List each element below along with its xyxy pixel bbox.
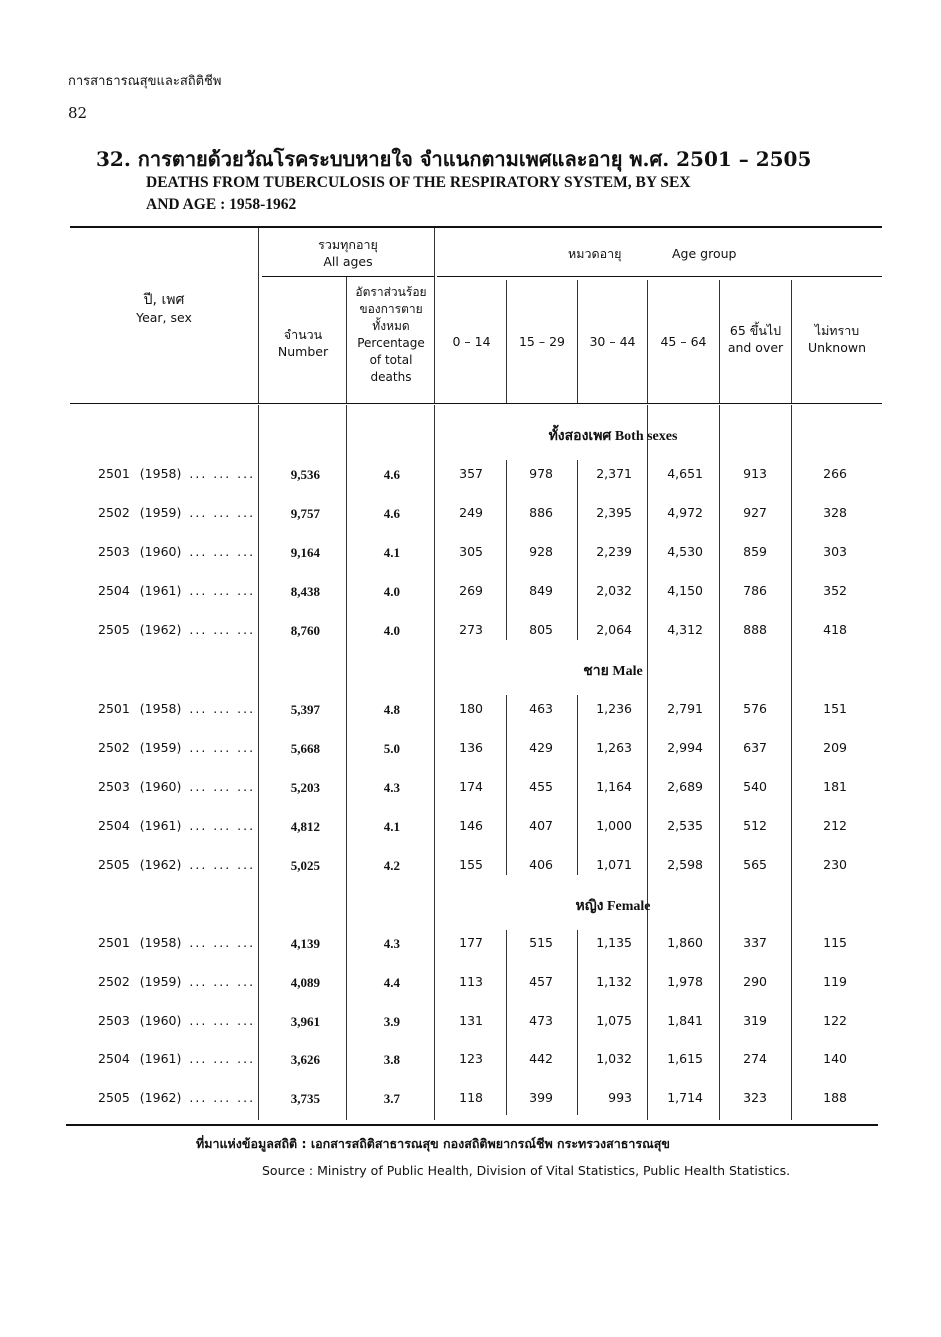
cell-a30-44: 1,263 [596, 740, 632, 755]
cell-a0-14: 249 [459, 505, 483, 520]
cell-a45-64: 2,535 [667, 818, 703, 833]
cell-number: 8,760 [290, 623, 320, 638]
section-label: ทั้งสองเพศ Both sexes [548, 429, 678, 444]
year-be: 2504 [98, 583, 130, 598]
cell-a45-64: 4,972 [667, 505, 703, 520]
age-65-header [720, 322, 791, 356]
cell-number: 5,025 [290, 858, 320, 873]
table-bottom-rule [66, 1124, 878, 1126]
leader-dots: ... ... ... [189, 1090, 256, 1105]
cell-a45-64: 4,530 [667, 544, 703, 559]
cell-a65: 512 [743, 818, 767, 833]
cell-pct: 3.8 [383, 1052, 400, 1067]
cell-unknown: 188 [823, 1090, 847, 1105]
cell-a45-64: 4,651 [667, 466, 703, 481]
cell-a65: 859 [743, 544, 767, 559]
running-header: การสาธารณสุขและสถิติชีพ [68, 74, 222, 89]
year-be: 2505 [98, 1090, 130, 1105]
cell-number: 4,139 [290, 936, 320, 951]
cell-number: 3,961 [290, 1014, 320, 1029]
cell-a0-14: 177 [459, 935, 483, 950]
year-be: 2504 [98, 1051, 130, 1066]
pct-th2: ของการตาย [359, 302, 423, 316]
header-divider [434, 228, 435, 403]
year-be: 2501 [98, 466, 130, 481]
cell-a30-44: 1,075 [596, 1013, 632, 1028]
cell-a15-29: 473 [529, 1013, 553, 1028]
cell-unknown: 209 [823, 740, 847, 755]
cell-a65: 786 [743, 583, 767, 598]
age-0-14-header: 0 – 14 [452, 334, 491, 349]
cell-a15-29: 442 [529, 1051, 553, 1066]
unknown-th: ไม่ทราบ [814, 323, 860, 338]
year-be: 2504 [98, 818, 130, 833]
cell-number: 9,164 [290, 545, 320, 560]
cell-a45-64: 1,841 [667, 1013, 703, 1028]
cell-number: 3,735 [290, 1091, 320, 1106]
year-be: 2505 [98, 622, 130, 637]
cell-unknown: 328 [823, 505, 847, 520]
age-65-en: and over [727, 340, 784, 355]
cell-a45-64: 1,714 [667, 1090, 703, 1105]
leader-dots: ... ... ... [189, 1051, 256, 1066]
cell-pct: 4.0 [383, 623, 400, 638]
cell-pct: 4.4 [383, 975, 400, 990]
cell-a0-14: 123 [459, 1051, 483, 1066]
cell-pct: 4.0 [383, 584, 400, 599]
year-ce: (1962) [139, 1090, 182, 1105]
column-divider [577, 460, 578, 640]
year-ce: (1960) [139, 779, 182, 794]
pct-en1: Percentage [357, 336, 425, 350]
year-label [98, 701, 255, 716]
cell-a45-64: 1,860 [667, 935, 703, 950]
cell-a65: 576 [743, 701, 767, 716]
cell-pct: 3.7 [383, 1091, 400, 1106]
cell-a45-64: 2,791 [667, 701, 703, 716]
number-header [262, 326, 344, 360]
cell-unknown: 212 [823, 818, 847, 833]
percentage-header [348, 284, 434, 386]
cell-a65: 913 [743, 466, 767, 481]
cell-a45-64: 1,615 [667, 1051, 703, 1066]
column-divider [506, 460, 507, 640]
column-divider [647, 405, 648, 1120]
cell-number: 5,203 [290, 780, 320, 795]
cell-number: 5,668 [290, 741, 320, 756]
year-be: 2501 [98, 935, 130, 950]
year-sex-header [70, 292, 258, 326]
cell-unknown: 418 [823, 622, 847, 637]
cell-a30-44: 1,132 [596, 974, 632, 989]
cell-unknown: 266 [823, 466, 847, 481]
all-ages-th: รวมทุกอายุ [318, 237, 378, 252]
year-be: 2505 [98, 857, 130, 872]
year-be: 2503 [98, 779, 130, 794]
cell-unknown: 352 [823, 583, 847, 598]
cell-a30-44: 1,000 [596, 818, 632, 833]
cell-pct: 4.1 [383, 545, 400, 560]
cell-number: 4,812 [290, 819, 320, 834]
pct-en3: deaths [370, 370, 412, 384]
column-divider [719, 405, 720, 1120]
title-english-line1: DEATHS FROM TUBERCULOSIS OF THE RESPIRATORY SYSTEM, BY SEX [146, 174, 691, 191]
age-30-44-header: 30 – 44 [589, 334, 636, 349]
cell-a15-29: 429 [529, 740, 553, 755]
age-45-64-header: 45 – 64 [660, 334, 707, 349]
leader-dots: ... ... ... [189, 740, 256, 755]
year-ce: (1962) [139, 857, 182, 872]
leader-dots: ... ... ... [189, 622, 256, 637]
leader-dots: ... ... ... [189, 466, 256, 481]
year-ce: (1960) [139, 544, 182, 559]
leader-dots: ... ... ... [189, 701, 256, 716]
cell-a30-44: 2,032 [596, 583, 632, 598]
section-label: หญิง Female [575, 899, 651, 914]
year-label [98, 466, 255, 481]
pct-th1: อัตราส่วนร้อย [355, 285, 427, 299]
cell-a30-44: 1,135 [596, 935, 632, 950]
cell-a15-29: 406 [529, 857, 553, 872]
pct-en2: of total [369, 353, 413, 367]
cell-a0-14: 131 [459, 1013, 483, 1028]
cell-a30-44: 2,239 [596, 544, 632, 559]
all-ages-subrule [262, 276, 434, 277]
year-label [98, 935, 255, 950]
cell-unknown: 181 [823, 779, 847, 794]
age-group-subrule [437, 276, 882, 277]
year-be: 2503 [98, 1013, 130, 1028]
table-top-rule [70, 226, 882, 228]
column-divider [346, 405, 347, 1120]
leader-dots: ... ... ... [189, 857, 256, 872]
header-divider [346, 277, 347, 403]
year-ce: (1958) [139, 701, 182, 716]
leader-dots: ... ... ... [189, 779, 256, 794]
year-label [98, 583, 255, 598]
year-ce: (1959) [139, 974, 182, 989]
cell-number: 9,536 [290, 467, 320, 482]
year-be: 2501 [98, 701, 130, 716]
cell-pct: 4.3 [383, 936, 400, 951]
column-divider [577, 930, 578, 1115]
cell-number: 8,438 [290, 584, 320, 599]
header-bottom-rule [70, 403, 882, 404]
header-divider [258, 228, 259, 403]
year-be: 2502 [98, 505, 130, 520]
cell-a15-29: 399 [529, 1090, 553, 1105]
cell-a65: 337 [743, 935, 767, 950]
year-label [98, 1051, 255, 1066]
cell-a15-29: 455 [529, 779, 553, 794]
cell-a15-29: 515 [529, 935, 553, 950]
cell-a30-44: 2,395 [596, 505, 632, 520]
year-label [98, 1013, 255, 1028]
cell-a65: 274 [743, 1051, 767, 1066]
year-label [98, 740, 255, 755]
cell-unknown: 122 [823, 1013, 847, 1028]
cell-unknown: 140 [823, 1051, 847, 1066]
cell-pct: 4.2 [383, 858, 400, 873]
cell-number: 9,757 [290, 506, 320, 521]
cell-a45-64: 2,994 [667, 740, 703, 755]
cell-pct: 4.8 [383, 702, 400, 717]
cell-a65: 927 [743, 505, 767, 520]
cell-number: 5,397 [290, 702, 320, 717]
leader-dots: ... ... ... [189, 818, 256, 833]
cell-unknown: 303 [823, 544, 847, 559]
year-ce: (1961) [139, 1051, 182, 1066]
cell-a15-29: 457 [529, 974, 553, 989]
year-sex-en: Year, sex [136, 310, 192, 325]
number-th: จำนวน [283, 327, 323, 342]
year-label [98, 857, 255, 872]
column-divider [506, 930, 507, 1115]
year-label [98, 622, 255, 637]
cell-a65: 565 [743, 857, 767, 872]
cell-number: 3,626 [290, 1052, 320, 1067]
source-thai: ที่มาแห่งข้อมูลสถิติ : เอกสารสถิติสาธารณสุข กองสถิติพยากรณ์ชีพ กระทรวงสาธารณสุข [196, 1136, 670, 1151]
cell-unknown: 115 [823, 935, 847, 950]
table-title-thai: 32. การตายด้วยวัณโรคระบบหายใจ จำแนกตามเพศและอายุ พ.ศ. 2501 – 2505 [96, 147, 812, 171]
leader-dots: ... ... ... [189, 544, 256, 559]
year-label [98, 779, 255, 794]
cell-a45-64: 2,689 [667, 779, 703, 794]
cell-a0-14: 273 [459, 622, 483, 637]
leader-dots: ... ... ... [189, 505, 256, 520]
cell-a0-14: 136 [459, 740, 483, 755]
age-group-th: หมวดอายุ [568, 246, 622, 261]
cell-a30-44: 1,164 [596, 779, 632, 794]
source-english: Source : Ministry of Public Health, Division of Vital Statistics, Public Health Statistics. [262, 1163, 791, 1178]
cell-a30-44: 1,071 [596, 857, 632, 872]
cell-a65: 637 [743, 740, 767, 755]
cell-a65: 290 [743, 974, 767, 989]
cell-a15-29: 407 [529, 818, 553, 833]
cell-pct: 3.9 [383, 1014, 400, 1029]
cell-a65: 540 [743, 779, 767, 794]
year-ce: (1961) [139, 818, 182, 833]
cell-a45-64: 4,150 [667, 583, 703, 598]
cell-unknown: 151 [823, 701, 847, 716]
all-ages-header [262, 236, 434, 270]
cell-a30-44: 1,236 [596, 701, 632, 716]
cell-unknown: 119 [823, 974, 847, 989]
year-be: 2502 [98, 974, 130, 989]
unknown-header [792, 322, 882, 356]
number-en: Number [277, 344, 329, 359]
column-divider [577, 695, 578, 875]
year-label [98, 974, 255, 989]
column-divider [434, 405, 435, 1120]
age-15-29-header: 15 – 29 [518, 334, 565, 349]
age-65-th: 65 ขึ้นไป [729, 323, 782, 338]
cell-pct: 5.0 [383, 741, 400, 756]
cell-a0-14: 269 [459, 583, 483, 598]
year-ce: (1959) [139, 740, 182, 755]
cell-a45-64: 2,598 [667, 857, 703, 872]
column-divider [791, 405, 792, 1120]
year-ce: (1958) [139, 935, 182, 950]
year-ce: (1962) [139, 622, 182, 637]
cell-number: 4,089 [290, 975, 320, 990]
cell-a65: 888 [743, 622, 767, 637]
pct-th3: ทั้งหมด [372, 319, 410, 333]
leader-dots: ... ... ... [189, 935, 256, 950]
year-be: 2502 [98, 740, 130, 755]
cell-a0-14: 305 [459, 544, 483, 559]
cell-a15-29: 886 [529, 505, 553, 520]
cell-a15-29: 928 [529, 544, 553, 559]
year-sex-th: ปี, เพศ [143, 292, 185, 308]
cell-a15-29: 849 [529, 583, 553, 598]
cell-a0-14: 113 [459, 974, 483, 989]
unknown-en: Unknown [807, 340, 867, 355]
cell-a45-64: 4,312 [667, 622, 703, 637]
leader-dots: ... ... ... [189, 583, 256, 598]
year-label [98, 505, 255, 520]
table-title-english [146, 172, 826, 216]
page-number: 82 [68, 104, 88, 122]
cell-a0-14: 146 [459, 818, 483, 833]
year-ce: (1961) [139, 583, 182, 598]
year-ce: (1959) [139, 505, 182, 520]
cell-a0-14: 118 [459, 1090, 483, 1105]
cell-pct: 4.3 [383, 780, 400, 795]
cell-a0-14: 155 [459, 857, 483, 872]
column-divider [258, 405, 259, 1120]
age-group-en: Age group [672, 246, 737, 261]
cell-pct: 4.1 [383, 819, 400, 834]
cell-a0-14: 180 [459, 701, 483, 716]
year-label [98, 1090, 255, 1105]
cell-a30-44: 993 [608, 1090, 632, 1105]
year-be: 2503 [98, 544, 130, 559]
cell-pct: 4.6 [383, 467, 400, 482]
year-ce: (1958) [139, 466, 182, 481]
cell-a30-44: 2,371 [596, 466, 632, 481]
section-label: ชาย Male [583, 664, 643, 679]
leader-dots: ... ... ... [189, 1013, 256, 1028]
cell-a30-44: 1,032 [596, 1051, 632, 1066]
cell-a0-14: 357 [459, 466, 483, 481]
column-divider [506, 695, 507, 875]
leader-dots: ... ... ... [189, 974, 256, 989]
cell-a65: 319 [743, 1013, 767, 1028]
year-label [98, 544, 255, 559]
cell-a0-14: 174 [459, 779, 483, 794]
cell-pct: 4.6 [383, 506, 400, 521]
cell-a15-29: 978 [529, 466, 553, 481]
year-ce: (1960) [139, 1013, 182, 1028]
all-ages-en: All ages [323, 254, 373, 269]
title-english-line2: AND AGE : 1958-1962 [146, 196, 297, 213]
cell-a15-29: 805 [529, 622, 553, 637]
cell-a15-29: 463 [529, 701, 553, 716]
cell-unknown: 230 [823, 857, 847, 872]
year-label [98, 818, 255, 833]
cell-a30-44: 2,064 [596, 622, 632, 637]
cell-a45-64: 1,978 [667, 974, 703, 989]
cell-a65: 323 [743, 1090, 767, 1105]
